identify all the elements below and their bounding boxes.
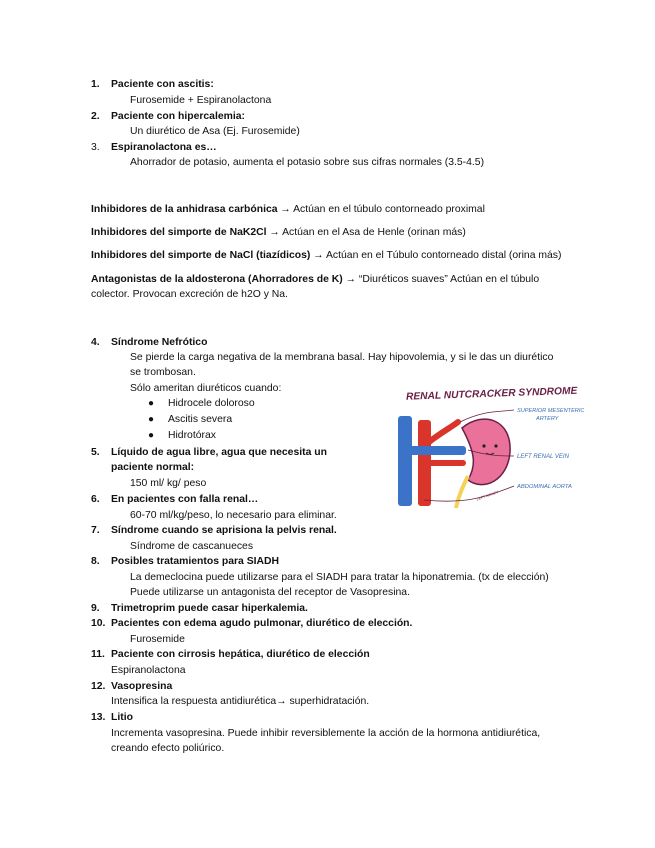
label-sma-2: ARTERY bbox=[536, 416, 559, 422]
kidney-eye-shape bbox=[494, 444, 497, 447]
inhibitor-1-name: Inhibidores de la anhidrasa carbónica bbox=[91, 204, 278, 215]
item-12-number: 12. bbox=[91, 681, 106, 692]
kidney-eye-shape bbox=[482, 444, 485, 447]
item-4-title: Síndrome Nefrótico bbox=[111, 337, 208, 348]
antagonist-site: → “Diuréticos suaves” Actúan en el túbulo bbox=[342, 274, 540, 285]
item-5-title-1: Líquido de agua libre, agua que necesita un bbox=[111, 447, 327, 458]
inhibitor-line-3 bbox=[91, 249, 561, 262]
item-2-number: 2. bbox=[91, 111, 100, 122]
inhibitor-3-name: Inhibidores del simporte de NaCl (tiazídicos) bbox=[91, 250, 311, 261]
item-4-bullet-2: Ascitis severa bbox=[168, 414, 233, 425]
renal-artery-shape bbox=[424, 460, 466, 466]
ureter-shape bbox=[456, 476, 468, 508]
item-13-detail-1: Incrementa vasopresina. Puede inhibir reversiblemente la acción de la hormona antidiurética, bbox=[111, 728, 541, 739]
item-1-number: 1. bbox=[91, 79, 100, 90]
item-11-title: Paciente con cirrosis hepática, diurético de elección bbox=[111, 649, 370, 660]
item-4-bullet-1: Hidrocele doloroso bbox=[168, 398, 255, 409]
item-3-detail: Ahorrador de potasio, aumenta el potasio sobre sus cifras normales (3.5-4.5) bbox=[130, 157, 485, 168]
item-4-line-3: Sólo ameritan diuréticos cuando: bbox=[130, 383, 282, 394]
inhibitor-2-site: → Actúan en el Asa de Henle (orinan más) bbox=[266, 227, 466, 238]
inhibitor-line-2 bbox=[91, 226, 466, 239]
item-6-detail: 60-70 ml/kg/peso, lo necesario para eliminar. bbox=[130, 510, 337, 521]
item-9-number: 9. bbox=[91, 603, 100, 614]
item-4-line-1: Se pierde la carga negativa de la membrana basal. Hay hipovolemia, y si le das un diurético bbox=[130, 352, 554, 363]
antagonist-line-1 bbox=[91, 273, 539, 286]
leader-line bbox=[424, 486, 514, 501]
item-3-number: 3. bbox=[91, 142, 100, 153]
item-8-title: Posibles tratamientos para SIADH bbox=[111, 556, 280, 567]
illustration-title: RENAL NUTCRACKER SYNDROME bbox=[405, 385, 578, 403]
item-6-title: En pacientes con falla renal… bbox=[111, 494, 259, 505]
inhibitor-line-1 bbox=[91, 203, 485, 216]
item-1-title: Paciente con ascitis: bbox=[111, 79, 214, 90]
label-sma-1: SUPERIOR MESENTERIC bbox=[517, 408, 584, 414]
item-4-number: 4. bbox=[91, 337, 100, 348]
item-10-title: Pacientes con edema agudo pulmonar, diurético de elección. bbox=[111, 618, 413, 629]
item-13-title: Litio bbox=[111, 712, 133, 723]
item-12-detail: Intensifica la respuesta antidiurética→ superhidratación. bbox=[111, 696, 370, 707]
antagonist-line-2: colector. Provocan excreción de h2O y Na. bbox=[91, 289, 288, 300]
item-8-detail-1: La demeclocina puede utilizarse para el SIADH para tratar la hiponatremia. (tx de elección) bbox=[130, 572, 549, 583]
item-13-number: 13. bbox=[91, 712, 106, 723]
item-7-number: 7. bbox=[91, 525, 100, 536]
kidney-shape bbox=[462, 419, 510, 485]
item-5-detail: 150 ml/ kg/ peso bbox=[130, 478, 207, 489]
item-4-bullet-3: Hidrotórax bbox=[168, 430, 216, 441]
label-left-kidney: LEFT KIDNEY bbox=[476, 489, 500, 502]
renal-vein-shape bbox=[404, 446, 466, 455]
vena-cava-shape bbox=[398, 416, 412, 506]
item-6-number: 6. bbox=[91, 494, 100, 505]
item-12-title: Vasopresina bbox=[111, 681, 173, 692]
renal-nutcracker-illustration bbox=[384, 380, 584, 510]
item-8-detail-2: Puede utilizarse un antagonista del receptor de Vasopresina. bbox=[130, 587, 410, 598]
item-3-title: Espiranolactona es… bbox=[111, 142, 217, 153]
bullet-marker: ● bbox=[148, 414, 155, 425]
sma-shape bbox=[429, 422, 458, 442]
item-10-number: 10. bbox=[91, 618, 106, 629]
antagonist-name: Antagonistas de la aldosterona (Ahorradores de K) bbox=[91, 274, 343, 285]
item-7-title: Síndrome cuando se aprisiona la pelvis renal. bbox=[111, 525, 337, 536]
inhibitor-1-site: → Actúan en el túbulo contorneado proximal bbox=[277, 204, 485, 215]
label-abdominal-aorta: ABDOMINAL AORTA bbox=[517, 484, 572, 490]
item-7-detail: Síndrome de cascanueces bbox=[130, 541, 254, 552]
label-left-renal-vein: LEFT RENAL VEIN bbox=[517, 454, 569, 460]
item-1-detail: Furosemide + Espiranolactona bbox=[130, 95, 272, 106]
item-8-number: 8. bbox=[91, 556, 100, 567]
item-10-detail: Furosemide bbox=[130, 634, 185, 645]
bullet-marker: ● bbox=[148, 398, 155, 409]
item-5-title-2: paciente normal: bbox=[111, 462, 195, 473]
item-2-title: Paciente con hipercalemia: bbox=[111, 111, 245, 122]
item-13-detail-2: creando efecto poliúrico. bbox=[111, 743, 225, 754]
bullet-marker: ● bbox=[148, 430, 155, 441]
item-2-detail: Un diurético de Asa (Ej. Furosemide) bbox=[130, 126, 300, 137]
item-11-detail: Espiranolactona bbox=[111, 665, 186, 676]
inhibitor-3-site: → Actúan en el Túbulo contorneado distal (orina más) bbox=[310, 250, 562, 261]
inhibitor-2-name: Inhibidores del simporte de NaK2Cl bbox=[91, 227, 267, 238]
item-9-title: Trimetroprim puede casar hiperkalemia. bbox=[111, 603, 308, 614]
item-11-number: 11. bbox=[91, 649, 105, 660]
item-4-line-2: se trombosan. bbox=[130, 367, 196, 378]
item-5-number: 5. bbox=[91, 447, 100, 458]
